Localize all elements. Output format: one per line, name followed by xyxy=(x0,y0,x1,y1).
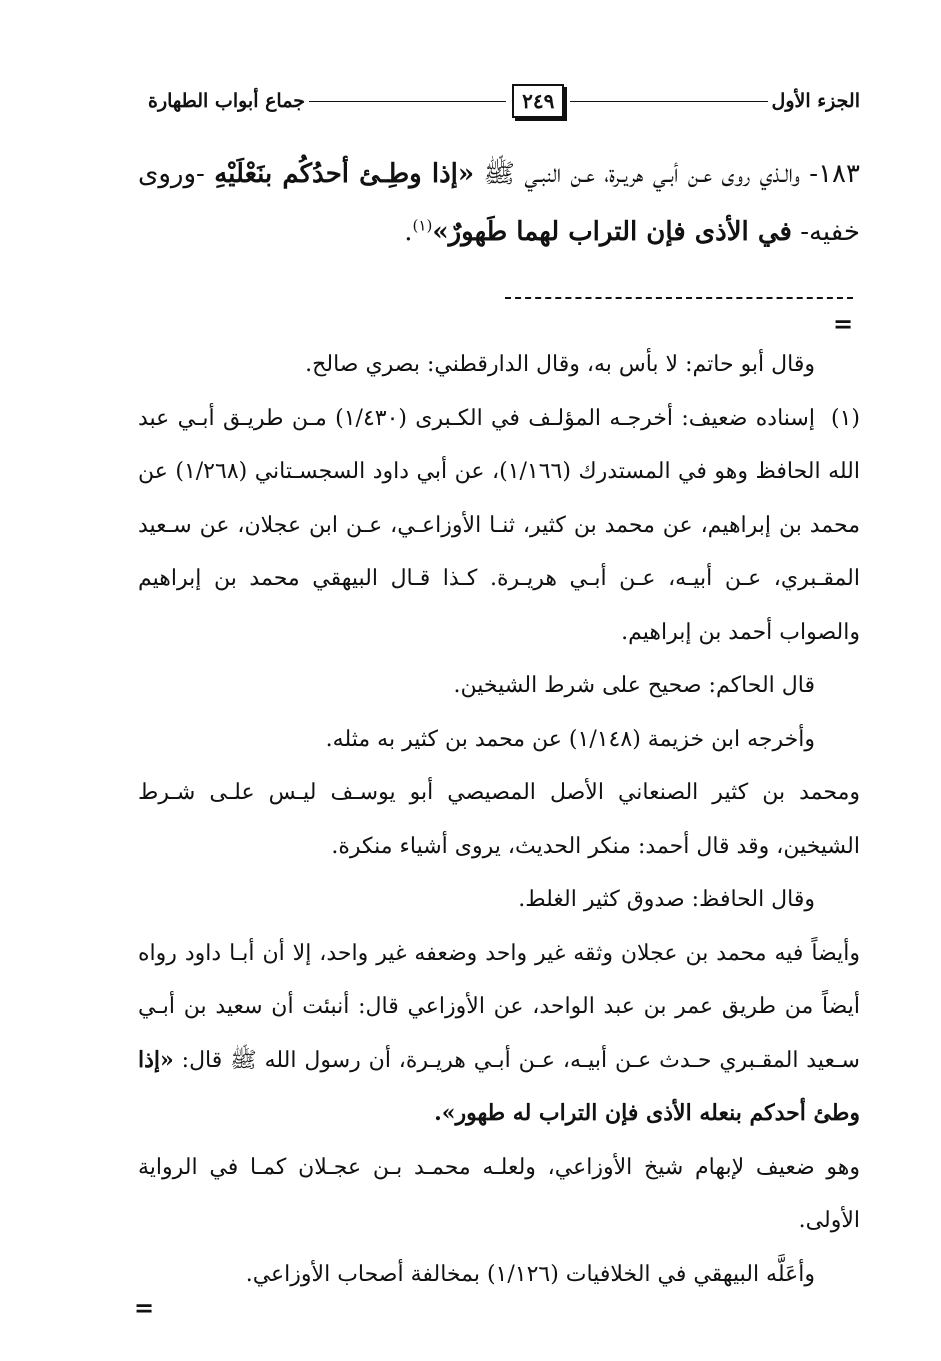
header-part-label: الجزء الأول xyxy=(771,90,860,112)
footnote-entry xyxy=(138,927,860,1141)
hadith-end: . xyxy=(404,217,413,247)
footnote-line: وأعَلَّه البيهقي في الخلافيات (١/١٢٦) بمخالفة أصحاب الأوزاعي. xyxy=(245,1261,815,1287)
header-chapter-label: جماع أبواب الطهارة xyxy=(147,90,305,112)
page-number: ٢٤٩ xyxy=(512,84,564,118)
continuation-mark-top: = xyxy=(833,309,854,338)
continuation-mark-bottom: = xyxy=(134,1293,155,1322)
footnote-line: وهو ضعيف لإبهام شيخ الأوزاعي، ولعلـه محمـد بـن عجـلان كمـا في الرواية الأولى. xyxy=(138,1154,860,1233)
footnote-line: وقال الحافظ: صدوق كثير الغلط. xyxy=(518,887,815,912)
footnote-quote: «إذا وطئ أحدكم بنعله الأذى فإن التراب له طهور». xyxy=(138,1046,860,1126)
hadith-quote-end: في الأذى فإن التراب لهما طَهورٌ» xyxy=(432,217,792,247)
running-header xyxy=(148,78,860,124)
footnote-reference: (١) xyxy=(412,216,433,235)
footnote-line: وأخرجه ابن خزيمة (١/١٤٨) عن محمد بن كثير به مثله. xyxy=(325,726,815,752)
hadith-variant: -وروى خفيه- xyxy=(138,159,860,247)
footnote-number: (١) xyxy=(830,405,860,431)
footnote-text: إسناده ضعيف: أخرجـه المؤلـف في الكـبرى (١/٤٣٠) مـن طريـق أبـي عبد الله الحافظ وهو في المستدرك (١/١٦٦)، عن أبي داود السجسـتاني (١/٢٦٨) عن محمد بن إبراهيم، عن محمد بن كثير، ثنـا الأوزاعـي، عـن ابن عجلان، عن سـعيد المقـبري، عـن أبيـه، عـن أبـي هريـرة. كـذا قـال البيهقي محمد بن إبراهيم والصواب أحمد بن إبراهيم. xyxy=(138,405,860,645)
hadith-intro: ١٨٣- والـذي روى عـن أبـي هريـرة، عـن النبـي ﷺ xyxy=(474,159,860,189)
footnote-line: وقال أبو حاتم: لا بأس به، وقال الدارقطني: بصري صالح. xyxy=(305,352,815,377)
footnote-entry xyxy=(138,392,860,660)
header-rule-left xyxy=(309,101,506,102)
hadith-quote-start: «إذا وطِـئ أحدُكُم بنَعْلَيْهِ xyxy=(214,159,475,189)
footnotes xyxy=(138,338,860,1301)
header-rule-right xyxy=(570,101,767,102)
hadith-text xyxy=(138,145,860,261)
footnote-line: قال الحاكم: صحيح على شرط الشيخين. xyxy=(453,673,815,698)
footnote-line: ومحمد بن كثير الصنعاني الأصل المصيصي أبو يوسـف ليـس علـى شـرط الشيخين، وقد قال أحمد: منكر الحديث، يروى أشياء منكرة. xyxy=(138,780,860,859)
footnote-separator xyxy=(505,297,853,299)
footnote-text: وأيضاً فيه محمد بن عجلان وثقه غير واحد وضعفه غير واحد، إلا أن أبـا داود رواه أيضاً من طريق عمر بن عبد الواحد، عن الأوزاعي قال: أنبئت أن سعيد بن أبـي سـعيد المقـبري حـدث عـن أبيـه، عـن أبـي هريـرة، أن رسول الله ﷺ قال: xyxy=(138,940,860,1073)
